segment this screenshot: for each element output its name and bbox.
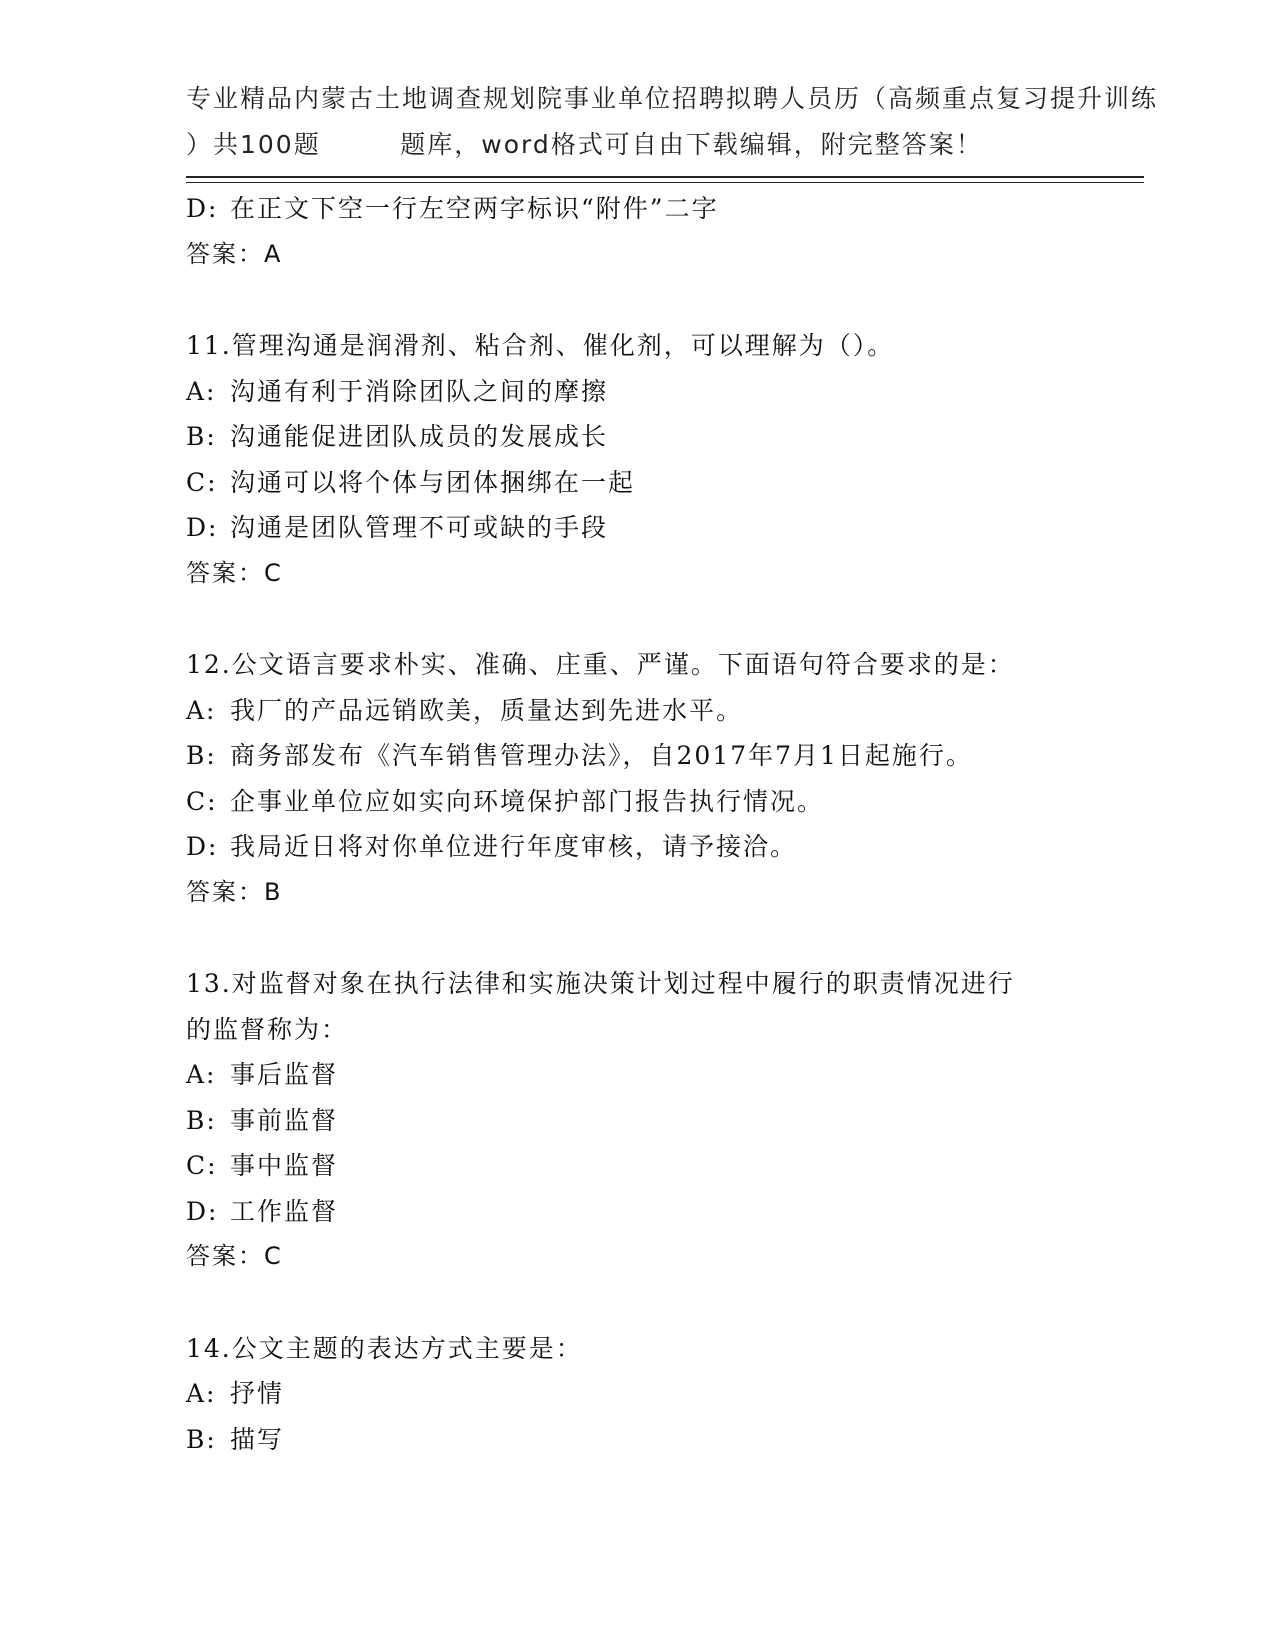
option-d (186, 186, 1086, 232)
option-text: 描写 (230, 1424, 285, 1454)
option-b (186, 1098, 1086, 1144)
question-previous (186, 186, 1086, 277)
question-stem-line-1: 13.对监督对象在执行法律和实施决策计划过程中履行的职责情况进行 (186, 969, 1015, 998)
option-a (186, 688, 1086, 734)
question-11 (186, 323, 1086, 596)
option-text: 工作监督 (230, 1196, 339, 1226)
option-text: 在正文下空一行左空两字标识“附件”二字 (230, 194, 719, 223)
answer: 答案：C (186, 1242, 283, 1270)
option-key: C: (186, 467, 218, 497)
option-text: 事后监督 (230, 1060, 339, 1089)
option-b (186, 414, 1086, 460)
option-key: B: (186, 422, 217, 451)
option-b (186, 1417, 1086, 1463)
option-text: 企事业单位应如实向环境保护部门报告执行情况。 (230, 786, 825, 816)
option-text: 抒情 (230, 1379, 285, 1408)
option-key: A: (186, 1379, 217, 1408)
answer: 答案：A (186, 239, 283, 268)
option-text: 沟通是团队管理不可或缺的手段 (230, 513, 609, 542)
header-line-2: ）共100题 题库，word格式可自由下载编辑，附完整答案！ (186, 129, 983, 159)
answer: 答案：C (186, 558, 283, 587)
answer: 答案：B (186, 877, 283, 906)
option-c (186, 779, 1086, 825)
option-key: A: (186, 1060, 217, 1089)
option-key: B: (186, 1424, 217, 1454)
option-key: C: (186, 1151, 218, 1180)
option-text: 事前监督 (230, 1105, 339, 1135)
option-key: D: (186, 194, 219, 223)
option-a (186, 369, 1086, 415)
option-d (186, 505, 1086, 551)
header-line-1: 专业精品内蒙古土地调查规划院事业单位招聘拟聘人员历（高频重点复习提升训练 (186, 84, 1159, 113)
question-12 (186, 642, 1086, 915)
option-key: D: (186, 513, 219, 542)
document-header (186, 76, 1159, 167)
option-text: 我厂的产品远销欧美，质量达到先进水平。 (230, 695, 744, 725)
option-key: D: (186, 1196, 219, 1226)
option-key: D: (186, 832, 219, 861)
option-key: B: (186, 741, 217, 770)
question-14 (186, 1326, 1086, 1463)
header-rule-thin (186, 182, 1144, 183)
option-a (186, 1052, 1086, 1098)
question-stem: 14.公文主题的表达方式主要是： (186, 1333, 583, 1363)
option-key: C: (186, 786, 218, 816)
option-text: 沟通能促进团队成员的发展成长 (230, 422, 609, 451)
option-text: 沟通有利于消除团队之间的摩擦 (230, 376, 609, 406)
option-text: 事中监督 (230, 1151, 339, 1180)
option-d (186, 824, 1086, 870)
option-text: 沟通可以将个体与团体捆绑在一起 (230, 467, 636, 497)
option-b (186, 733, 1086, 779)
option-text: 我局近日将对你单位进行年度审核，请予接洽。 (230, 832, 798, 861)
option-key: A: (186, 695, 217, 725)
option-c (186, 460, 1086, 506)
option-a (186, 1371, 1086, 1417)
option-d (186, 1189, 1086, 1235)
option-key: A: (186, 376, 217, 406)
question-13 (186, 961, 1086, 1280)
question-stem-line-2: 的监督称为： (186, 1014, 349, 1044)
option-text: 商务部发布《汽车销售管理办法》，自2017年7月1日起施行。 (230, 741, 973, 770)
question-list (186, 186, 1086, 1462)
option-key: B: (186, 1105, 217, 1135)
option-c (186, 1143, 1086, 1189)
question-stem: 11.管理沟通是润滑剂、粘合剂、催化剂，可以理解为（）。 (186, 331, 895, 360)
question-stem: 12.公文语言要求朴实、准确、庄重、严谨。下面语句符合要求的是： (186, 650, 1015, 679)
header-rule-thick (186, 176, 1144, 178)
